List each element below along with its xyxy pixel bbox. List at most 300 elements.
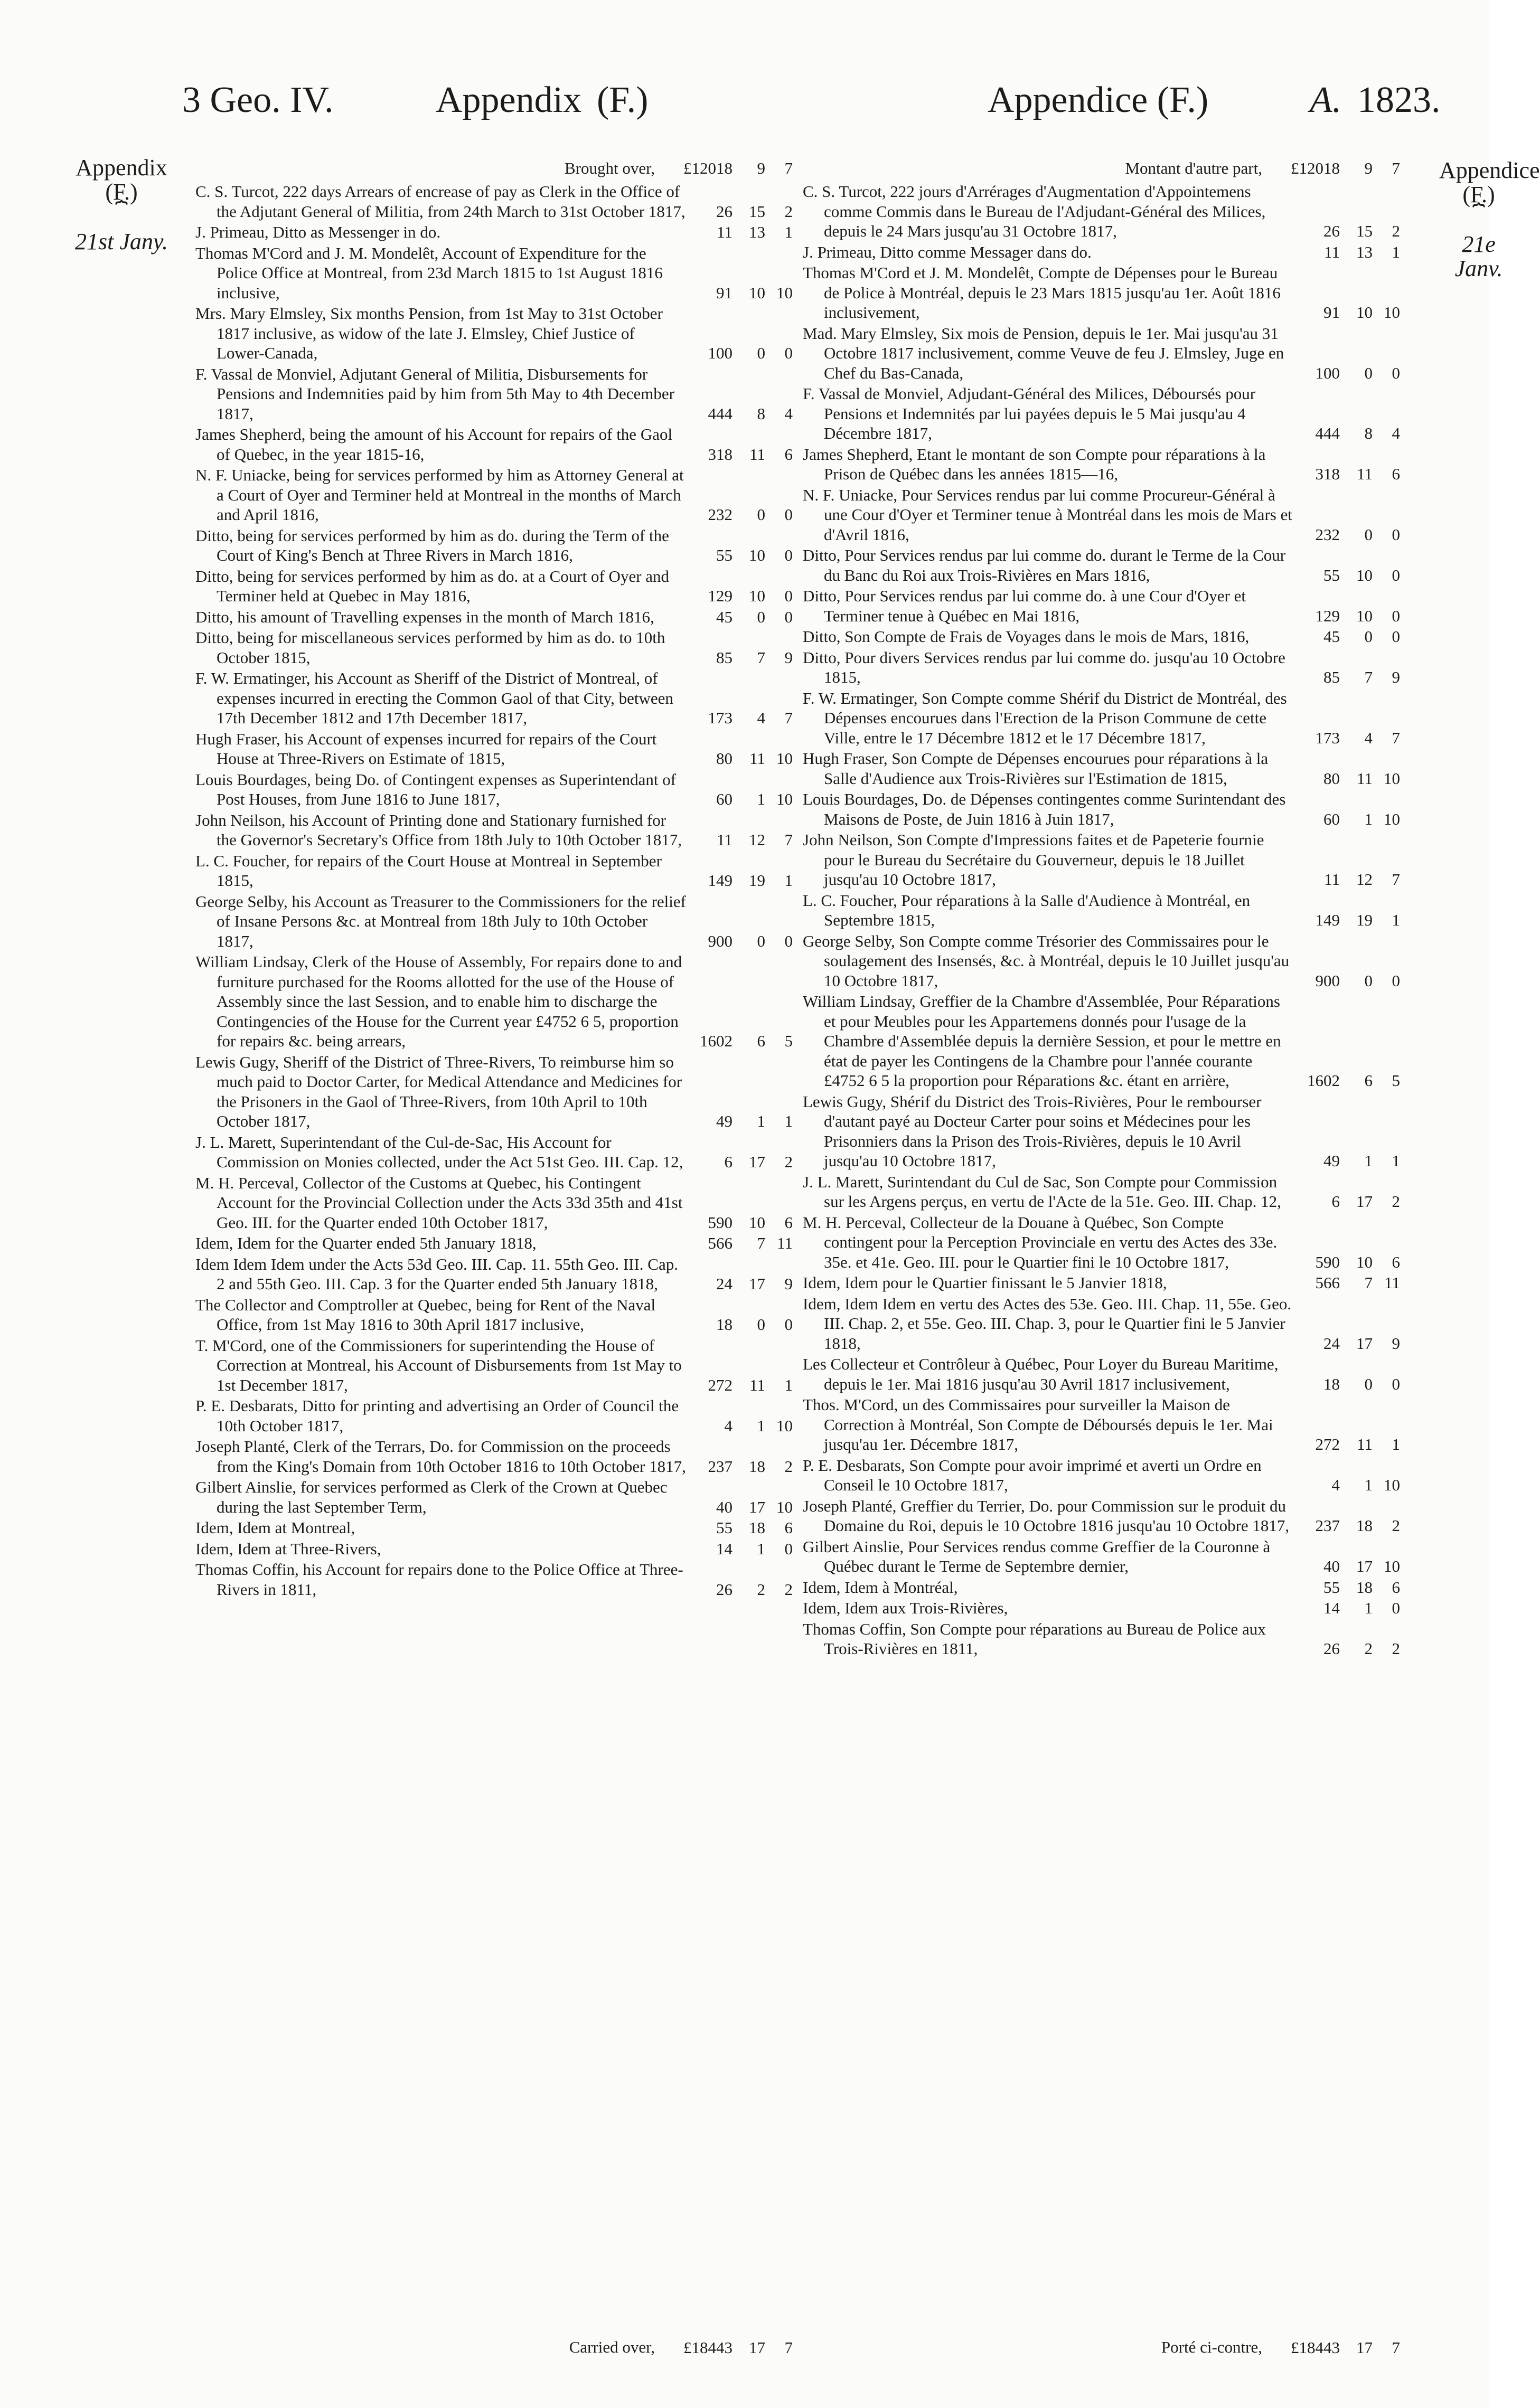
amount-pence: 0: [1392, 363, 1400, 382]
amount-shillings: 1: [757, 1112, 765, 1130]
amount-shillings: 11: [749, 1375, 765, 1394]
entry-amount: [679, 871, 795, 891]
entry-description: Ditto, Pour Services rendus par lui comme do. durant le Terme de la Cour du Banc du Roi aux Trois-Rivières en Mars 1816,: [803, 546, 1286, 584]
entry-description: Hugh Fraser, his Account of expenses incurred for repairs of the Court House at Three-Rivers on Estimate of 1815,: [195, 729, 657, 768]
ledger-entry: [803, 749, 1402, 788]
amount-shillings: 0: [757, 1315, 765, 1334]
side-note-label: Appendice: [1439, 157, 1540, 183]
entry-description: Gilbert Ainslie, for services performed as Clerk of the Crown at Quebec during the last September Term,: [195, 1478, 668, 1516]
amount-pounds: 11: [1324, 242, 1340, 261]
ledger-entry: [195, 770, 795, 809]
carried-over-label: Carried over,: [569, 2338, 655, 2356]
amount-pounds: 318: [1315, 465, 1340, 483]
ledger-entry: [803, 1456, 1402, 1495]
amount-pounds: 11: [717, 830, 733, 849]
amount-shillings: 18: [749, 1457, 765, 1476]
entry-description: Idem, Idem à Montréal,: [803, 1578, 958, 1597]
amount-shillings: 0: [1364, 627, 1373, 646]
amount-pounds: 24: [716, 1274, 733, 1293]
amount-pounds: 18: [1323, 1374, 1340, 1393]
ledger-entry: [803, 991, 1402, 1091]
amount-pence: 5: [1392, 1071, 1400, 1090]
amount-pence: 0: [1392, 627, 1400, 646]
entry-amount: [1286, 1598, 1402, 1618]
amount-pounds: 4: [724, 1416, 733, 1435]
ledger-entry: [195, 628, 795, 667]
amount-pence: 6: [1392, 465, 1400, 483]
amount-shillings: 15: [749, 202, 765, 221]
entry-description: Ditto, his amount of Travelling expenses in the month of March 1816,: [195, 607, 654, 626]
amount-shillings: 1: [757, 1416, 765, 1435]
amount-shillings: 10: [749, 546, 765, 564]
ledger-entry: [195, 526, 795, 565]
brought-over-amount: [1265, 158, 1402, 178]
amount-pence: 0: [784, 931, 793, 950]
amount-shillings: 10: [1356, 303, 1373, 322]
entry-amount: [679, 283, 795, 303]
entry-description: Thomas Coffin, his Account for repairs done to the Police Office at Three-Rivers in 1811,: [195, 1560, 683, 1599]
entry-description: Thomas Coffin, Son Compte pour réparations au Bureau de Police aux Trois-Rivières en 1811,: [803, 1619, 1266, 1658]
ledger-entry: [803, 1294, 1402, 1354]
entry-amount: [1286, 1556, 1402, 1576]
amount-shillings: 1: [757, 790, 765, 808]
amount-pounds: 900: [708, 931, 733, 950]
ledger-entry: [195, 566, 795, 606]
entry-description: George Selby, his Account as Treasurer to the Commissioners for the relief of Insane Persons &c. at Montreal from 18th July to 10th October 1817,: [195, 892, 686, 950]
entry-amount: [679, 1416, 795, 1436]
amount-pounds: 1602: [1307, 1071, 1340, 1090]
amount-pounds: 149: [708, 871, 733, 890]
amount-pence: 6: [1392, 1578, 1400, 1597]
amount-shillings: 11: [1357, 465, 1373, 483]
entry-amount: [1286, 1334, 1402, 1354]
brought-over-label: Montant d'autre part,: [1125, 159, 1262, 177]
amount-pence: 5: [784, 1032, 793, 1050]
entry-description: J. L. Marett, Surintendant du Cul de Sac, Son Compte pour Commission sur les Argens perçus, en vertu de l'Acte de la 51e. Geo. III. Chap. 12,: [803, 1172, 1281, 1211]
entry-description: C. S. Turcot, 222 days Arrears of encrease of pay as Clerk in the Office of the Adjutant General of Militia, from 24th March to 31st October 1817,: [195, 182, 686, 221]
entry-description: Joseph Planté, Clerk of the Terrars, Do. for Commission on the proceeds from the King's Domain from 10th October 1816 to 10th October 1817,: [195, 1437, 686, 1476]
amount-pounds: 80: [716, 749, 733, 768]
entry-amount: [1286, 1192, 1402, 1212]
amount-pounds: £18443: [1291, 2338, 1340, 2357]
amount-pence: 2: [1392, 1192, 1400, 1211]
amount-pounds: 49: [716, 1112, 733, 1130]
entry-amount: [1286, 971, 1402, 991]
amount-pounds: 237: [1315, 1516, 1340, 1535]
ledger-entry: [195, 1295, 795, 1335]
side-brace-icon: ⏞: [115, 200, 128, 224]
amount-pence: 2: [784, 1580, 793, 1599]
ledger-entry: [803, 1496, 1402, 1536]
amount-pence: 9: [784, 1274, 793, 1293]
amount-pounds: 173: [708, 709, 733, 727]
entry-amount: [679, 404, 795, 424]
ledger-entry: [195, 1173, 795, 1233]
amount-pence: 0: [784, 1315, 793, 1334]
ledger-entry: [803, 242, 1402, 262]
amount-pence: 10: [1384, 809, 1400, 828]
amount-pounds: £12018: [1291, 159, 1340, 177]
amount-pounds: 6: [1331, 1192, 1340, 1211]
amount-pounds: 1602: [700, 1032, 733, 1050]
ledger-entry: [803, 1537, 1402, 1576]
ledger-entry: [803, 1354, 1402, 1394]
entry-description: M. H. Perceval, Collector of the Customs at Quebec, his Contingent Account for the Provincial Collection under the Acts 33d 35th and 41st Geo. III. for the Quarter ended 10th October 1817,: [195, 1173, 683, 1232]
entry-description: Idem, Idem for the Quarter ended 5th January 1818,: [195, 1234, 537, 1252]
entry-amount: [1286, 464, 1402, 484]
amount-shillings: 10: [1356, 1252, 1373, 1271]
ledger-entry: [803, 182, 1402, 241]
entry-description: Ditto, being for services performed by him as do. at a Court of Oyer and Terminer held at Quebec in May 1816,: [195, 566, 670, 605]
amount-pounds: 49: [1323, 1151, 1340, 1170]
entry-description: Mrs. Mary Elmsley, Six months Pension, from 1st May to 31st October 1817 inclusive, as widow of the late J. Elmsley, Chief Justice of Lower-Canada,: [195, 304, 663, 362]
amount-shillings: 10: [749, 1213, 765, 1232]
ledger-entry: [195, 1518, 795, 1538]
amount-shillings: 0: [1364, 971, 1373, 990]
entry-amount: [1286, 1252, 1402, 1272]
entry-amount: [1286, 1434, 1402, 1455]
amount-pence: 10: [776, 1497, 793, 1516]
amount-pounds: 444: [1315, 424, 1340, 442]
entry-description: F. W. Ermatinger, his Account as Sheriff of the District of Montreal, of expenses incurred in erecting the Common Gaol of that City, between 17th December 1812 and 17th December 1817,: [195, 669, 673, 727]
entry-amount: [679, 830, 795, 850]
amount-pounds: 55: [1323, 565, 1340, 584]
amount-pounds: 55: [1323, 1578, 1340, 1597]
entry-amount: [1286, 1374, 1402, 1394]
amount-shillings: 1: [757, 1539, 765, 1558]
entry-amount: [1286, 423, 1402, 443]
amount-shillings: 1: [1364, 809, 1373, 828]
ledger-entry: [803, 1213, 1402, 1272]
amount-shillings: 0: [757, 607, 765, 626]
entry-amount: [679, 445, 795, 465]
amount-shillings: 12: [1356, 870, 1373, 889]
entry-description: Lewis Gugy, Sheriff of the District of Three-Rivers, To reimburse him so much paid to Doctor Carter, for Medical Attendance and Medicines for the Prisoners in the Gaol of Three-Rivers, from 10th April to 10th October 1817,: [195, 1052, 682, 1130]
entry-amount: [679, 1315, 795, 1335]
header-appendix-title: Appendix: [436, 80, 582, 120]
header-appendix-letter: (F.): [597, 80, 649, 120]
ledger-entry: [195, 607, 795, 627]
ledger-entry: [195, 304, 795, 363]
entry-description: F. Vassal de Monviel, Adjutant General of Militia, Disbursements for Pensions and Indemnities paid by him from 5th May to 4th December 1817,: [195, 364, 674, 423]
entry-description: George Selby, Son Compte comme Trésorier des Commissaires pour le soulagement des Insensés, &c. à Montréal, depuis le 10 Juillet jusqu'au 10 Octobre 1817,: [803, 931, 1290, 990]
entry-amount: [1286, 303, 1402, 323]
amount-shillings: 8: [757, 404, 765, 423]
amount-pounds: 18: [716, 1315, 733, 1334]
ledger-entry: [803, 384, 1402, 443]
entry-amount: [1286, 667, 1402, 687]
amount-pence: 4: [1392, 424, 1400, 442]
amount-pence: 7: [1392, 728, 1400, 747]
amount-shillings: 1: [1364, 1151, 1373, 1170]
entry-amount: [1286, 627, 1402, 647]
entry-amount: [679, 1518, 795, 1538]
amount-shillings: 17: [749, 2338, 765, 2357]
ledger-entry: [195, 1477, 795, 1517]
entry-description: L. C. Foucher, for repairs of the Court House at Montreal in September 1815,: [195, 851, 662, 890]
amount-shillings: 9: [757, 159, 765, 177]
ledger-entry: [803, 485, 1402, 545]
amount-pence: 10: [1384, 303, 1400, 322]
amount-shillings: 18: [1356, 1516, 1373, 1535]
entry-description: William Lindsay, Greffier de la Chambre d'Assemblée, Pour Réparations et pour Meubles pour les Appartemens donnés pour l'usage de la Chambre d'Assemblée depuis la dernière Session, et pour le mettre en état de payer les Contingens de la Chambre pour l'année courante £4752 6 5 la proportion pour Réparations &c. étant en arrière,: [803, 992, 1281, 1090]
entry-description: Thomas M'Cord et J. M. Mondelêt, Compte de Dépenses pour le Bureau de Police à Montréal, depuis le 23 Mars 1815 jusqu'au 1er. Août 1816 inclusivement,: [803, 263, 1281, 322]
entry-description: J. L. Marett, Superintendant of the Cul-de-Sac, His Account for Commission on Monies collected, under the Act 51st Geo. III. Cap. 12,: [195, 1132, 683, 1171]
entry-description: C. S. Turcot, 222 jours d'Arrérages d'Augmentation d'Appointemens comme Commis dans le Bureau de l'Adjudant-Général des Milices, depuis le 24 Mars jusqu'au 31 Octobre 1817,: [803, 182, 1266, 240]
amount-pounds: 26: [716, 1580, 733, 1599]
entry-description: N. F. Uniacke, being for services performed by him as Attorney General at a Court of Oyer and Terminer held at Montreal in the months of March and April 1816,: [195, 466, 684, 524]
amount-pence: 0: [784, 546, 793, 564]
ledger-entry: [195, 1539, 795, 1559]
entry-description: Ditto, being for services performed by him as do. during the Term of the Court of King's Bench at Three Rivers in March 1816,: [195, 526, 669, 564]
amount-pence: 7: [1392, 870, 1400, 889]
entry-amount: [1286, 606, 1402, 626]
entry-description: Ditto, Pour divers Services rendus par lui comme do. jusqu'au 10 Octobre 1815,: [803, 648, 1285, 686]
amount-shillings: 18: [1356, 1578, 1373, 1597]
side-note-right: [1439, 157, 1540, 281]
carried-over-amount: [658, 2338, 795, 2358]
ledger-entry: [195, 465, 795, 525]
amount-pence: 9: [784, 648, 793, 667]
amount-shillings: 13: [749, 223, 765, 241]
amount-shillings: 4: [1364, 728, 1373, 747]
amount-pounds: 129: [1315, 606, 1340, 625]
amount-pounds: 4: [1331, 1476, 1340, 1494]
entry-amount: [1286, 1639, 1402, 1659]
amount-pounds: 566: [708, 1234, 733, 1252]
entry-amount: [1286, 1071, 1402, 1091]
entry-amount: [679, 1152, 795, 1172]
entry-amount: [679, 222, 795, 242]
ledger-entry: [803, 688, 1402, 748]
entry-amount: [1286, 242, 1402, 262]
ledger-entry: [195, 424, 795, 464]
amount-shillings: 10: [749, 587, 765, 605]
amount-pence: 9: [1392, 1334, 1400, 1353]
amount-pounds: 45: [716, 607, 733, 626]
entry-description: Idem, Idem at Montreal,: [195, 1518, 355, 1537]
entry-amount: [679, 1539, 795, 1559]
amount-pence: 10: [1384, 1476, 1400, 1494]
entry-description: L. C. Foucher, Pour réparations à la Salle d'Audience à Montréal, en Septembre 1815,: [803, 891, 1251, 929]
amount-pounds: 60: [1323, 809, 1340, 828]
ledger-entry: [803, 1273, 1402, 1293]
amount-shillings: 18: [749, 1518, 765, 1537]
ledger-entry: [803, 1578, 1402, 1598]
entry-amount: [679, 202, 795, 222]
amount-pounds: 232: [1315, 525, 1340, 544]
amount-pence: 11: [777, 1234, 793, 1252]
ledger-entry: [195, 1233, 795, 1253]
entry-description: Idem, Idem aux Trois-Rivières,: [803, 1599, 1008, 1617]
amount-shillings: 2: [757, 1580, 765, 1599]
ledger-entry: [803, 1092, 1402, 1171]
entry-description: Hugh Fraser, Son Compte de Dépenses encourues pour réparations à la Salle d'Audience aux Trois-Rivières sur l'Estimation de 1815,: [803, 749, 1269, 788]
amount-pence: 0: [1392, 1599, 1400, 1617]
amount-shillings: 11: [1357, 769, 1373, 788]
entry-amount: [679, 1233, 795, 1253]
amount-pence: 0: [784, 344, 793, 362]
ledger-entry: [803, 648, 1402, 687]
entry-amount: [679, 1375, 795, 1395]
amount-shillings: 10: [749, 283, 765, 302]
entry-amount: [1286, 769, 1402, 789]
amount-pounds: 91: [1323, 303, 1340, 322]
entry-description: F. Vassal de Monviel, Adjudant-Général des Milices, Déboursés pour Pensions et Indemnités par lui payées depuis le 5 Mai jusqu'au 4 Décembre 1817,: [803, 384, 1256, 442]
amount-shillings: 4: [757, 709, 765, 727]
amount-shillings: 6: [1364, 1071, 1373, 1090]
entry-amount: [679, 708, 795, 728]
amount-pounds: 129: [708, 587, 733, 605]
brought-over-row: [195, 158, 795, 178]
entry-description: Les Collecteur et Contrôleur à Québec, Pour Loyer du Bureau Maritime, depuis le 1er. Mai 1816 jusqu'au 30 Avril 1817 inclusivement,: [803, 1355, 1279, 1393]
amount-pence: 1: [1392, 1435, 1400, 1453]
amount-shillings: 0: [757, 931, 765, 950]
amount-pence: 10: [776, 1416, 793, 1435]
amount-shillings: 7: [757, 648, 765, 667]
amount-pounds: £18443: [683, 2338, 733, 2357]
amount-pence: 6: [784, 1213, 793, 1232]
entry-description: F. W. Ermatinger, Son Compte comme Shérif du District de Montréal, des Dépenses encourues dans l'Erection de la Prison Commune de cette Ville, entre le 17 Décembre 1812 et le 17 Décembre 1817,: [803, 688, 1287, 747]
ledger-entry: [195, 1052, 795, 1131]
amount-shillings: 0: [757, 505, 765, 524]
ledger-entry: [803, 1395, 1402, 1455]
entry-description: Ditto, Pour Services rendus par lui comme do. à une Cour d'Oyer et Terminer tenue à Québec en Mai 1816,: [803, 587, 1246, 625]
side-note-date: 21st Jany.: [75, 229, 168, 254]
amount-shillings: 13: [1356, 242, 1373, 261]
ledger-entry: [195, 851, 795, 891]
amount-pence: 10: [1384, 1557, 1400, 1575]
ledger-entry: [195, 729, 795, 769]
ledger-entry: [195, 182, 795, 221]
entry-description: Lewis Gugy, Shérif du District des Trois-Rivières, Pour le rembourser d'autant payé au Docteur Carter pour soins et Médecines pour les Prisonniers dans la Prison des Trois-Rivières, depuis le 10 Avril jusqu'au 10 Octobre 1817,: [803, 1092, 1262, 1170]
amount-shillings: 11: [749, 749, 765, 768]
entry-description: John Neilson, Son Compte d'Impressions faites et de Papeterie fournie pour le Bureau du Secrétaire du Gouverneur, depuis le 18 Juillet jusqu'au 10 Octobre 1817,: [803, 830, 1264, 889]
amount-pence: 10: [776, 749, 793, 768]
amount-pounds: 6: [724, 1153, 733, 1171]
amount-pence: 2: [1392, 222, 1400, 240]
header-letter-a: A.: [1310, 80, 1342, 120]
amount-pounds: 318: [708, 445, 733, 464]
amount-shillings: 1: [1364, 1476, 1373, 1494]
amount-shillings: 7: [1364, 668, 1373, 686]
entry-amount: [1286, 525, 1402, 545]
amount-pence: 6: [784, 445, 793, 464]
entry-description: M. H. Perceval, Collecteur de la Douane à Québec, Son Compte contingent pour la Perception Provinciale en vertu des Actes des 33e. 35e. et 41e. Geo. III. pour le Quartier fini le 10 Octobre 1817,: [803, 1213, 1278, 1271]
amount-pounds: 26: [1323, 1639, 1340, 1658]
amount-pence: 1: [784, 223, 793, 241]
entry-description: The Collector and Comptroller at Quebec, being for Rent of the Naval Office, from 1st May 1816 to 30th April 1817 inclusive,: [195, 1295, 656, 1334]
ledger-entry: [195, 1560, 795, 1599]
entry-description: Louis Bourdages, being Do. of Contingent expenses as Superintendant of Post Houses, from June 1816 to June 1817,: [195, 770, 677, 808]
entry-amount: [679, 1111, 795, 1131]
entry-amount: [679, 1213, 795, 1233]
amount-pounds: 24: [1323, 1334, 1340, 1353]
amount-pounds: 237: [708, 1457, 733, 1476]
entry-amount: [679, 789, 795, 809]
amount-pounds: 272: [1315, 1435, 1340, 1453]
entry-amount: [679, 343, 795, 363]
amount-pence: 7: [784, 830, 793, 849]
amount-shillings: 19: [749, 871, 765, 890]
amount-pence: 2: [784, 202, 793, 221]
amount-pounds: 566: [1315, 1273, 1340, 1292]
ledger-entry: [803, 789, 1402, 829]
entry-amount: [1286, 870, 1402, 890]
ledger-entry: [195, 1396, 795, 1436]
amount-pounds: 590: [1315, 1252, 1340, 1271]
amount-pence: 7: [1392, 2338, 1400, 2357]
amount-pence: 0: [1392, 565, 1400, 584]
amount-shillings: 7: [1364, 1273, 1373, 1292]
amount-pence: 7: [784, 2338, 793, 2357]
amount-shillings: 17: [749, 1153, 765, 1171]
entry-amount: [1286, 1516, 1402, 1536]
amount-pounds: 26: [1323, 222, 1340, 240]
amount-pounds: 85: [1323, 668, 1340, 686]
entry-description: J. Primeau, Ditto as Messenger in do.: [195, 223, 441, 241]
entry-description: N. F. Uniacke, Pour Services rendus par lui comme Procureur-Général à une Cour d'Oyer et Terminer tenue à Montréal dans les mois de Mars et d'Avril 1816,: [803, 485, 1292, 544]
amount-pounds: 11: [1324, 870, 1340, 889]
entry-amount: [679, 607, 795, 627]
entry-description: Idem, Idem at Three-Rivers,: [195, 1539, 381, 1558]
amount-shillings: 8: [1364, 424, 1373, 442]
entry-amount: [679, 1274, 795, 1294]
entry-description: P. E. Desbarats, Son Compte pour avoir imprimé et averti un Ordre en Conseil le 10 Octobre 1817,: [803, 1456, 1262, 1494]
ledger-entry: [195, 1254, 795, 1294]
ledger-entry: [803, 1172, 1402, 1212]
amount-pence: 2: [1392, 1516, 1400, 1535]
amount-pence: 6: [1392, 1252, 1400, 1271]
amount-shillings: 12: [749, 830, 765, 849]
entry-description: P. E. Desbarats, Ditto for printing and advertising an Order of Council the 10th October 1817,: [195, 1396, 679, 1435]
amount-pounds: 272: [708, 1375, 733, 1394]
amount-pence: 10: [776, 283, 793, 302]
amount-pounds: 85: [716, 648, 733, 667]
entry-description: Idem, Idem Idem en vertu des Actes des 53e. Geo. III. Chap. 11, 55e. Geo. III. Chap. 2, et 55e. Geo. III. Chap. 3, pour le Quartier fini le 5 Janvier 1818,: [803, 1294, 1292, 1353]
amount-pence: 7: [784, 709, 793, 727]
amount-pounds: 14: [716, 1539, 733, 1558]
amount-pounds: 80: [1323, 769, 1340, 788]
entry-amount: [679, 1580, 795, 1600]
amount-pence: 2: [1392, 1639, 1400, 1658]
carried-over-row: [195, 2338, 795, 2359]
amount-pounds: 14: [1323, 1599, 1340, 1617]
entry-description: James Shepherd, Etant le montant de son Compte pour réparations à la Prison de Québec dans les années 1815—16,: [803, 445, 1266, 483]
amount-pounds: 45: [1323, 627, 1340, 646]
amount-shillings: 17: [1356, 1192, 1373, 1211]
side-note-date: 21e Janv.: [1454, 231, 1503, 281]
amount-shillings: 2: [1364, 1639, 1373, 1658]
amount-pence: 1: [1392, 911, 1400, 929]
amount-pounds: 900: [1315, 971, 1340, 990]
entry-description: William Lindsay, Clerk of the House of Assembly, For repairs done to and furniture purchased for the Rooms allotted for the use of the House of Assembly since the last Session, and to enable him to discharge the Contingencies of the House for the Current year £4752 6 5, proportion for repairs &c. being arrears,: [195, 952, 682, 1050]
ledger-entry: [195, 1437, 795, 1476]
amount-pence: 0: [1392, 525, 1400, 544]
amount-pence: 2: [784, 1153, 793, 1171]
amount-pence: 11: [1384, 1273, 1400, 1292]
side-note-label: Appendix: [76, 155, 167, 181]
amount-shillings: 17: [749, 1274, 765, 1293]
amount-pounds: £12018: [683, 159, 733, 177]
brought-over-row: [803, 158, 1402, 178]
amount-pounds: 26: [716, 202, 733, 221]
porte-ci-contre-row: [803, 2338, 1402, 2359]
header-appendice-title: Appendice (F.): [988, 80, 1209, 120]
entry-amount: [679, 505, 795, 525]
entry-amount: [679, 749, 795, 769]
amount-pounds: 55: [716, 546, 733, 564]
